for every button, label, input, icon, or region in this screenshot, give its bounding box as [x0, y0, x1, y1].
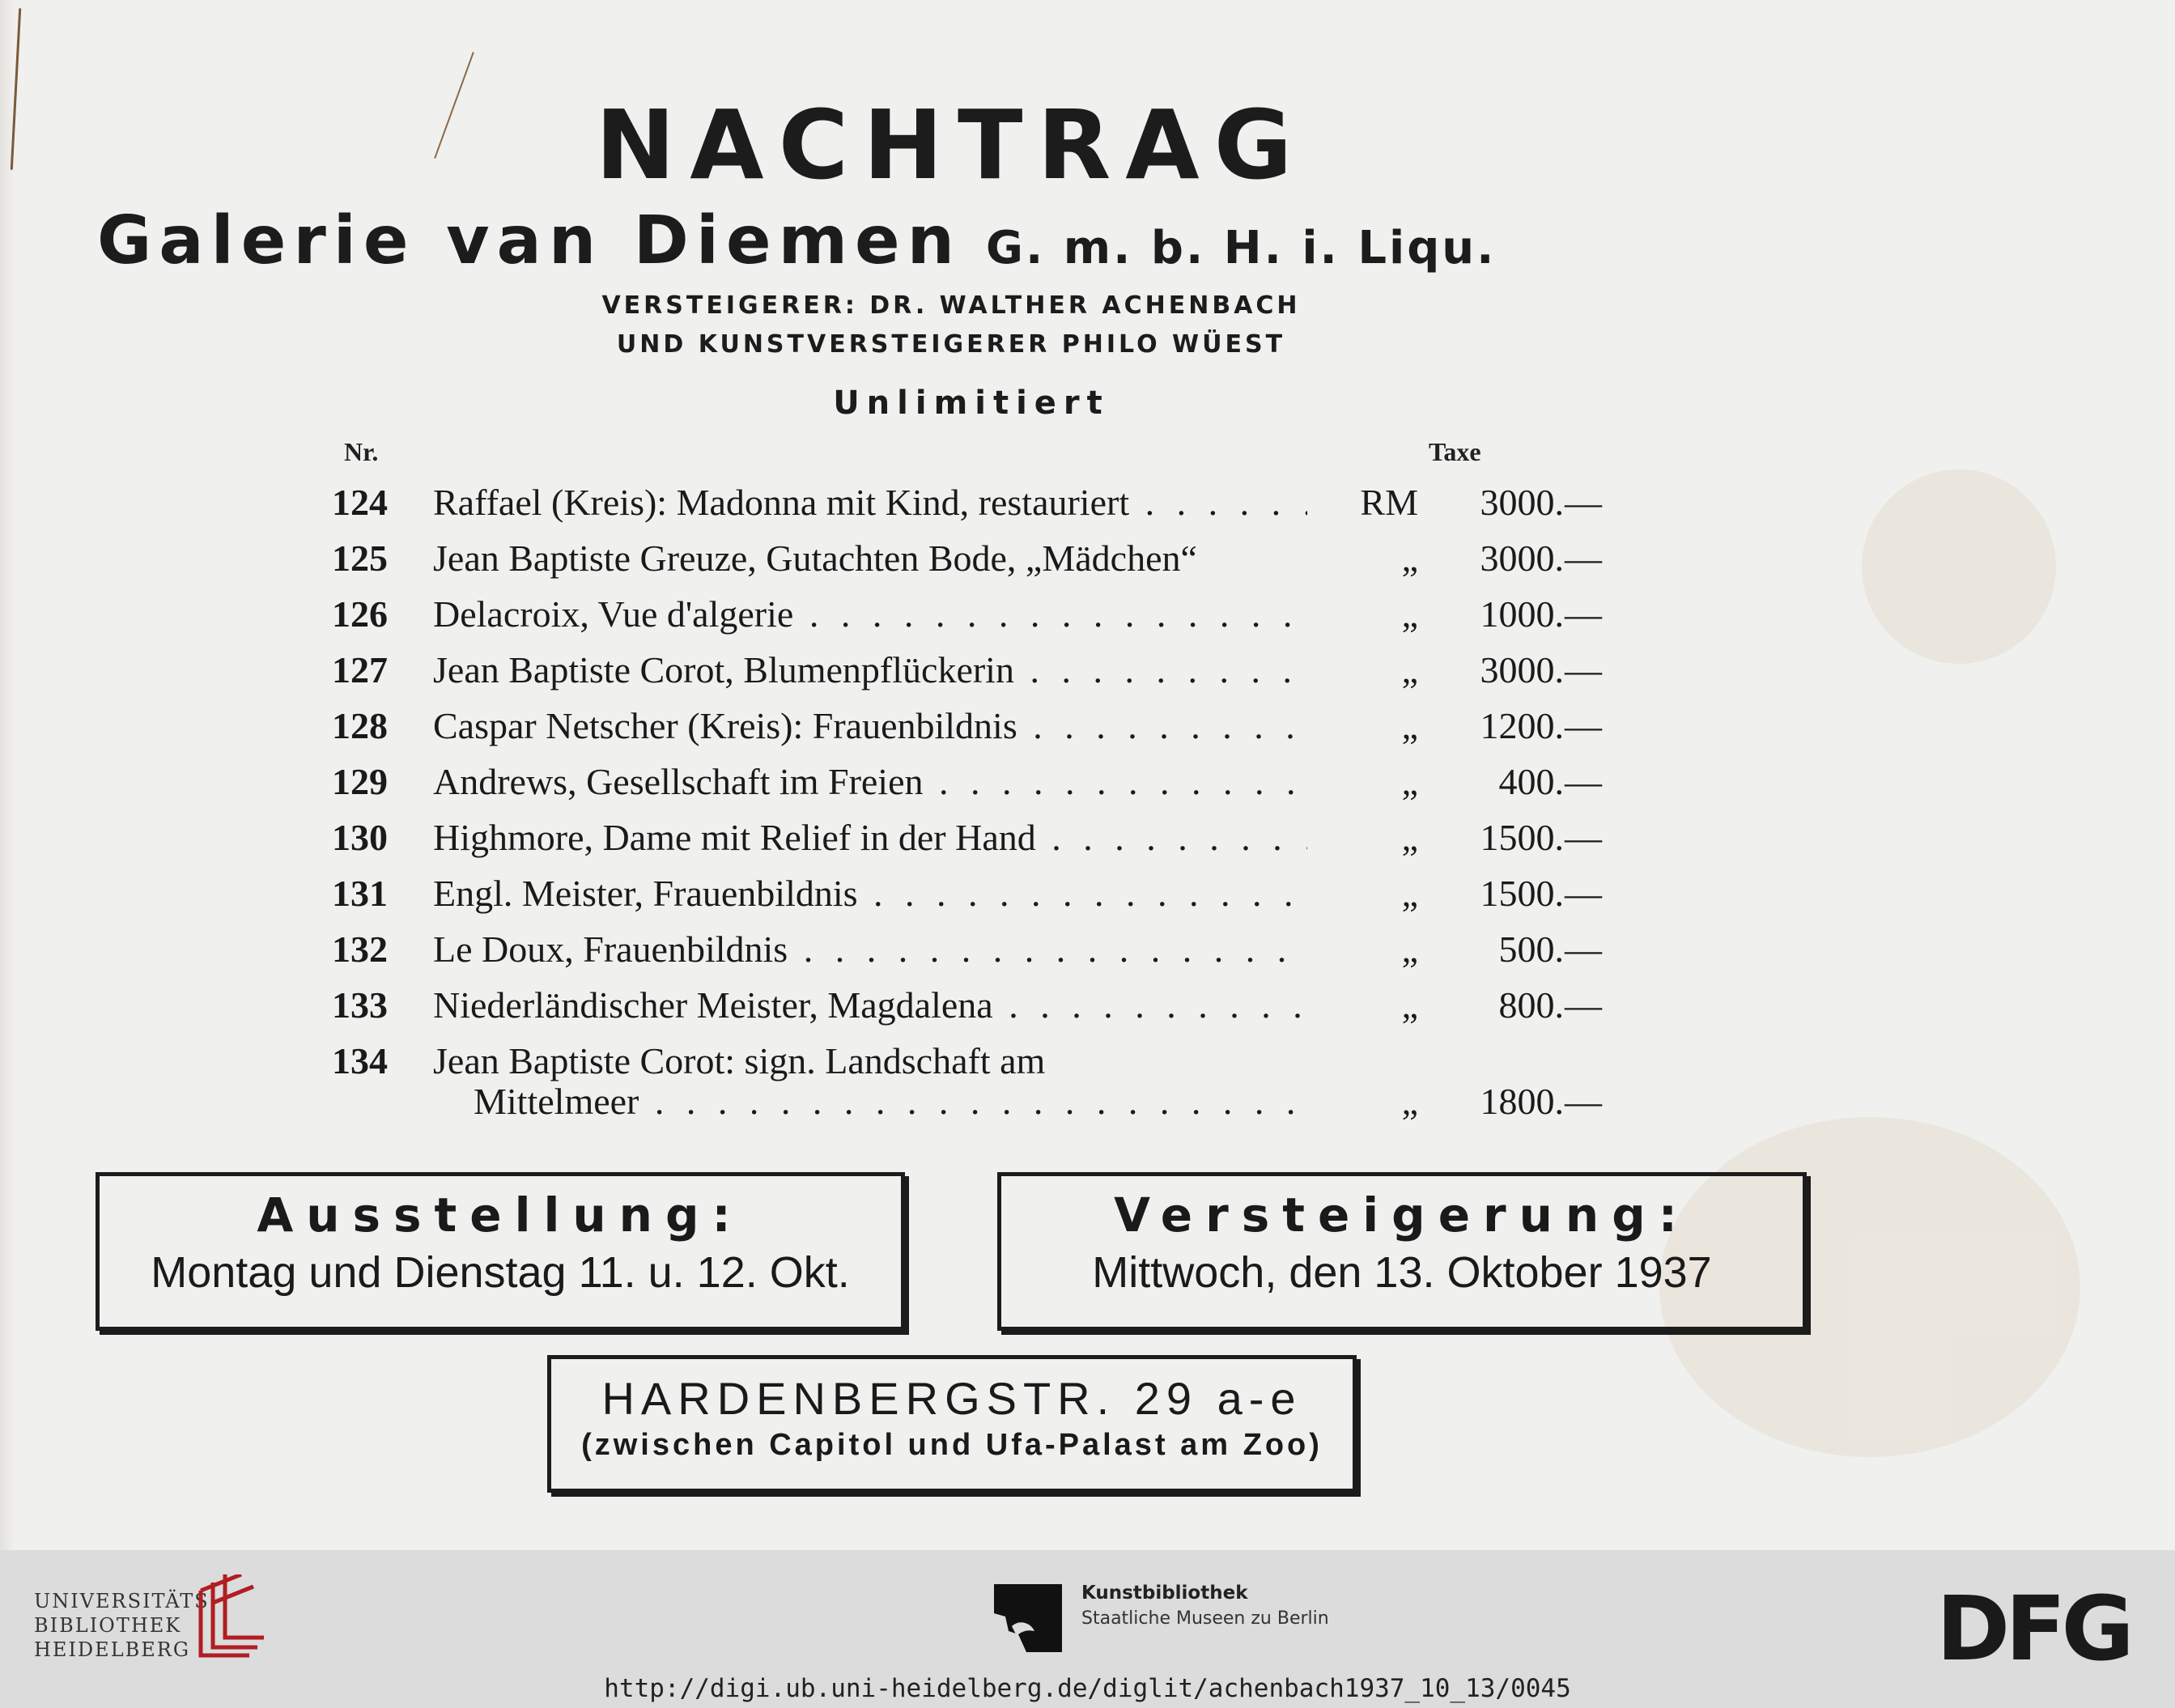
lot-currency: RM [1360, 482, 1418, 523]
address-box [547, 1355, 1357, 1493]
lot-number: 134 [332, 1040, 388, 1081]
lot-price: 1500. [1480, 817, 1564, 858]
lot-ditto-mark: „ [1401, 928, 1418, 970]
lot-ditto-mark: „ [1401, 817, 1418, 858]
kunstbibliothek-logo-icon [994, 1584, 1062, 1652]
lot-price: 400. [1498, 761, 1564, 802]
lot-price: 1800. [1480, 1081, 1564, 1122]
lot-row [0, 928, 2175, 976]
ub-heidelberg-logo-icon [193, 1574, 266, 1663]
lot-price-dash: — [1565, 537, 1602, 579]
gallery-name [97, 202, 1813, 279]
lot-price-dash: — [1565, 984, 1602, 1026]
column-header-nr: Nr. [344, 437, 379, 466]
auction-box [997, 1172, 1807, 1331]
lot-number: 132 [332, 928, 388, 970]
lot-number: 129 [332, 761, 388, 802]
lot-row [0, 593, 2175, 641]
lot-price: 1200. [1480, 705, 1564, 746]
lot-row [0, 481, 2175, 529]
lot-row [0, 537, 2175, 585]
lot-row [0, 1039, 2175, 1128]
auction-heading: Versteigerung: [1114, 1188, 1690, 1243]
lot-price-dash: — [1565, 705, 1602, 746]
lot-row [0, 648, 2175, 697]
lot-row [0, 816, 2175, 865]
lot-number: 127 [332, 649, 388, 690]
lot-row [0, 704, 2175, 753]
lot-description: Jean Baptiste Corot, Blumenpflückerin . . . [433, 648, 1307, 691]
lot-description: Niederländischer Meister, Magdalena . . . [433, 984, 1307, 1026]
ub-name-line: HEIDELBERG [34, 1638, 191, 1661]
footer-bar [0, 1550, 2175, 1708]
gallery-name-suffix: G. m. b. H. i. Liqu. [986, 222, 1497, 274]
source-url-link[interactable]: http://digi.ub.uni-heidelberg.de/diglit/achenbach1937_10_13/0045 [604, 1674, 1571, 1703]
exhibition-box [96, 1172, 905, 1331]
lot-price: 800. [1498, 984, 1564, 1026]
lot-row [0, 984, 2175, 1032]
lot-price-dash: — [1565, 761, 1602, 802]
lot-ditto-mark: „ [1401, 984, 1418, 1026]
lot-number: 131 [332, 873, 388, 914]
exhibition-heading: Ausstellung: [257, 1188, 744, 1243]
lot-price-dash: — [1565, 817, 1602, 858]
lot-description: Le Doux, Frauenbildnis . . . [433, 928, 1307, 971]
lot-ditto-mark: „ [1401, 761, 1418, 802]
lot-price: 500. [1498, 928, 1564, 970]
lot-ditto-mark: „ [1401, 593, 1418, 635]
lot-ditto-mark: „ [1401, 537, 1418, 579]
auctioneer-line-2: UND KUNSTVERSTEIGERER PHILO WÜEST [616, 330, 1286, 359]
auctioneer-line-1: VERSTEIGERER: DR. WALTHER ACHENBACH [601, 291, 1301, 320]
lot-number: 133 [332, 984, 388, 1026]
page-title: NACHTRAG [595, 89, 1307, 201]
lot-price: 3000. [1480, 537, 1564, 579]
column-header-taxe: Taxe [1429, 437, 1481, 466]
lot-price-dash: — [1565, 928, 1602, 970]
lot-description: Engl. Meister, Frauenbildnis . . . [433, 872, 1307, 915]
lot-description: Caspar Netscher (Kreis): Frauenbildnis . . . [433, 704, 1307, 747]
lot-row [0, 760, 2175, 809]
lot-ditto-mark: „ [1401, 873, 1418, 914]
unlimited-label: Unlimitiert [833, 385, 1110, 422]
lot-description: Andrews, Gesellschaft im Freien . . . [433, 760, 1307, 803]
lot-price-dash: — [1565, 482, 1602, 523]
dfg-logo: DFG [1936, 1577, 2130, 1680]
kunstbibliothek-subtitle: Staatliche Museen zu Berlin [1081, 1608, 1329, 1629]
ub-name-line: UNIVERSITÄTS- [34, 1590, 219, 1612]
lot-number: 125 [332, 537, 388, 579]
lot-price-dash: — [1565, 1081, 1602, 1122]
lot-description: Delacroix, Vue d'algerie . . . [433, 593, 1307, 635]
lot-price: 3000. [1480, 649, 1564, 690]
auction-date: Mittwoch, den 13. Oktober 1937 [1092, 1248, 1712, 1297]
lot-price-dash: — [1565, 593, 1602, 635]
lot-number: 130 [332, 817, 388, 858]
exhibition-dates: Montag und Dienstag 11. u. 12. Okt. [151, 1248, 850, 1297]
lot-description: Jean Baptiste Greuze, Gutachten Bode, „Mädchen“ [433, 537, 1197, 579]
gallery-name-main: Galerie van Diemen [97, 202, 962, 279]
lot-description: Jean Baptiste Corot: sign. Landschaft am [433, 1040, 1046, 1081]
ub-heidelberg-name [34, 1589, 219, 1662]
lot-number: 128 [332, 705, 388, 746]
address-street: HARDENBERGSTR. 29 a-e [601, 1373, 1302, 1424]
lot-price-dash: — [1565, 649, 1602, 690]
lot-ditto-mark: „ [1401, 1081, 1418, 1122]
kunstbibliothek-name: Kunstbibliothek [1081, 1583, 1248, 1604]
lot-price: 3000. [1480, 482, 1564, 523]
address-location: (zwischen Capitol und Ufa-Palast am Zoo) [581, 1428, 1323, 1462]
ub-name-line: BIBLIOTHEK [34, 1614, 182, 1637]
lot-number: 126 [332, 593, 388, 635]
lot-price-dash: — [1565, 873, 1602, 914]
lot-description-continued: Mittelmeer . . . [474, 1080, 1307, 1123]
lot-row [0, 872, 2175, 920]
lot-ditto-mark: „ [1401, 705, 1418, 746]
lot-description: Raffael (Kreis): Madonna mit Kind, restauriert . . . [433, 481, 1307, 524]
lot-description: Highmore, Dame mit Relief in der Hand . . . [433, 816, 1307, 859]
lot-ditto-mark: „ [1401, 649, 1418, 690]
lot-price: 1000. [1480, 593, 1564, 635]
lot-number: 124 [332, 482, 388, 523]
lot-price: 1500. [1480, 873, 1564, 914]
